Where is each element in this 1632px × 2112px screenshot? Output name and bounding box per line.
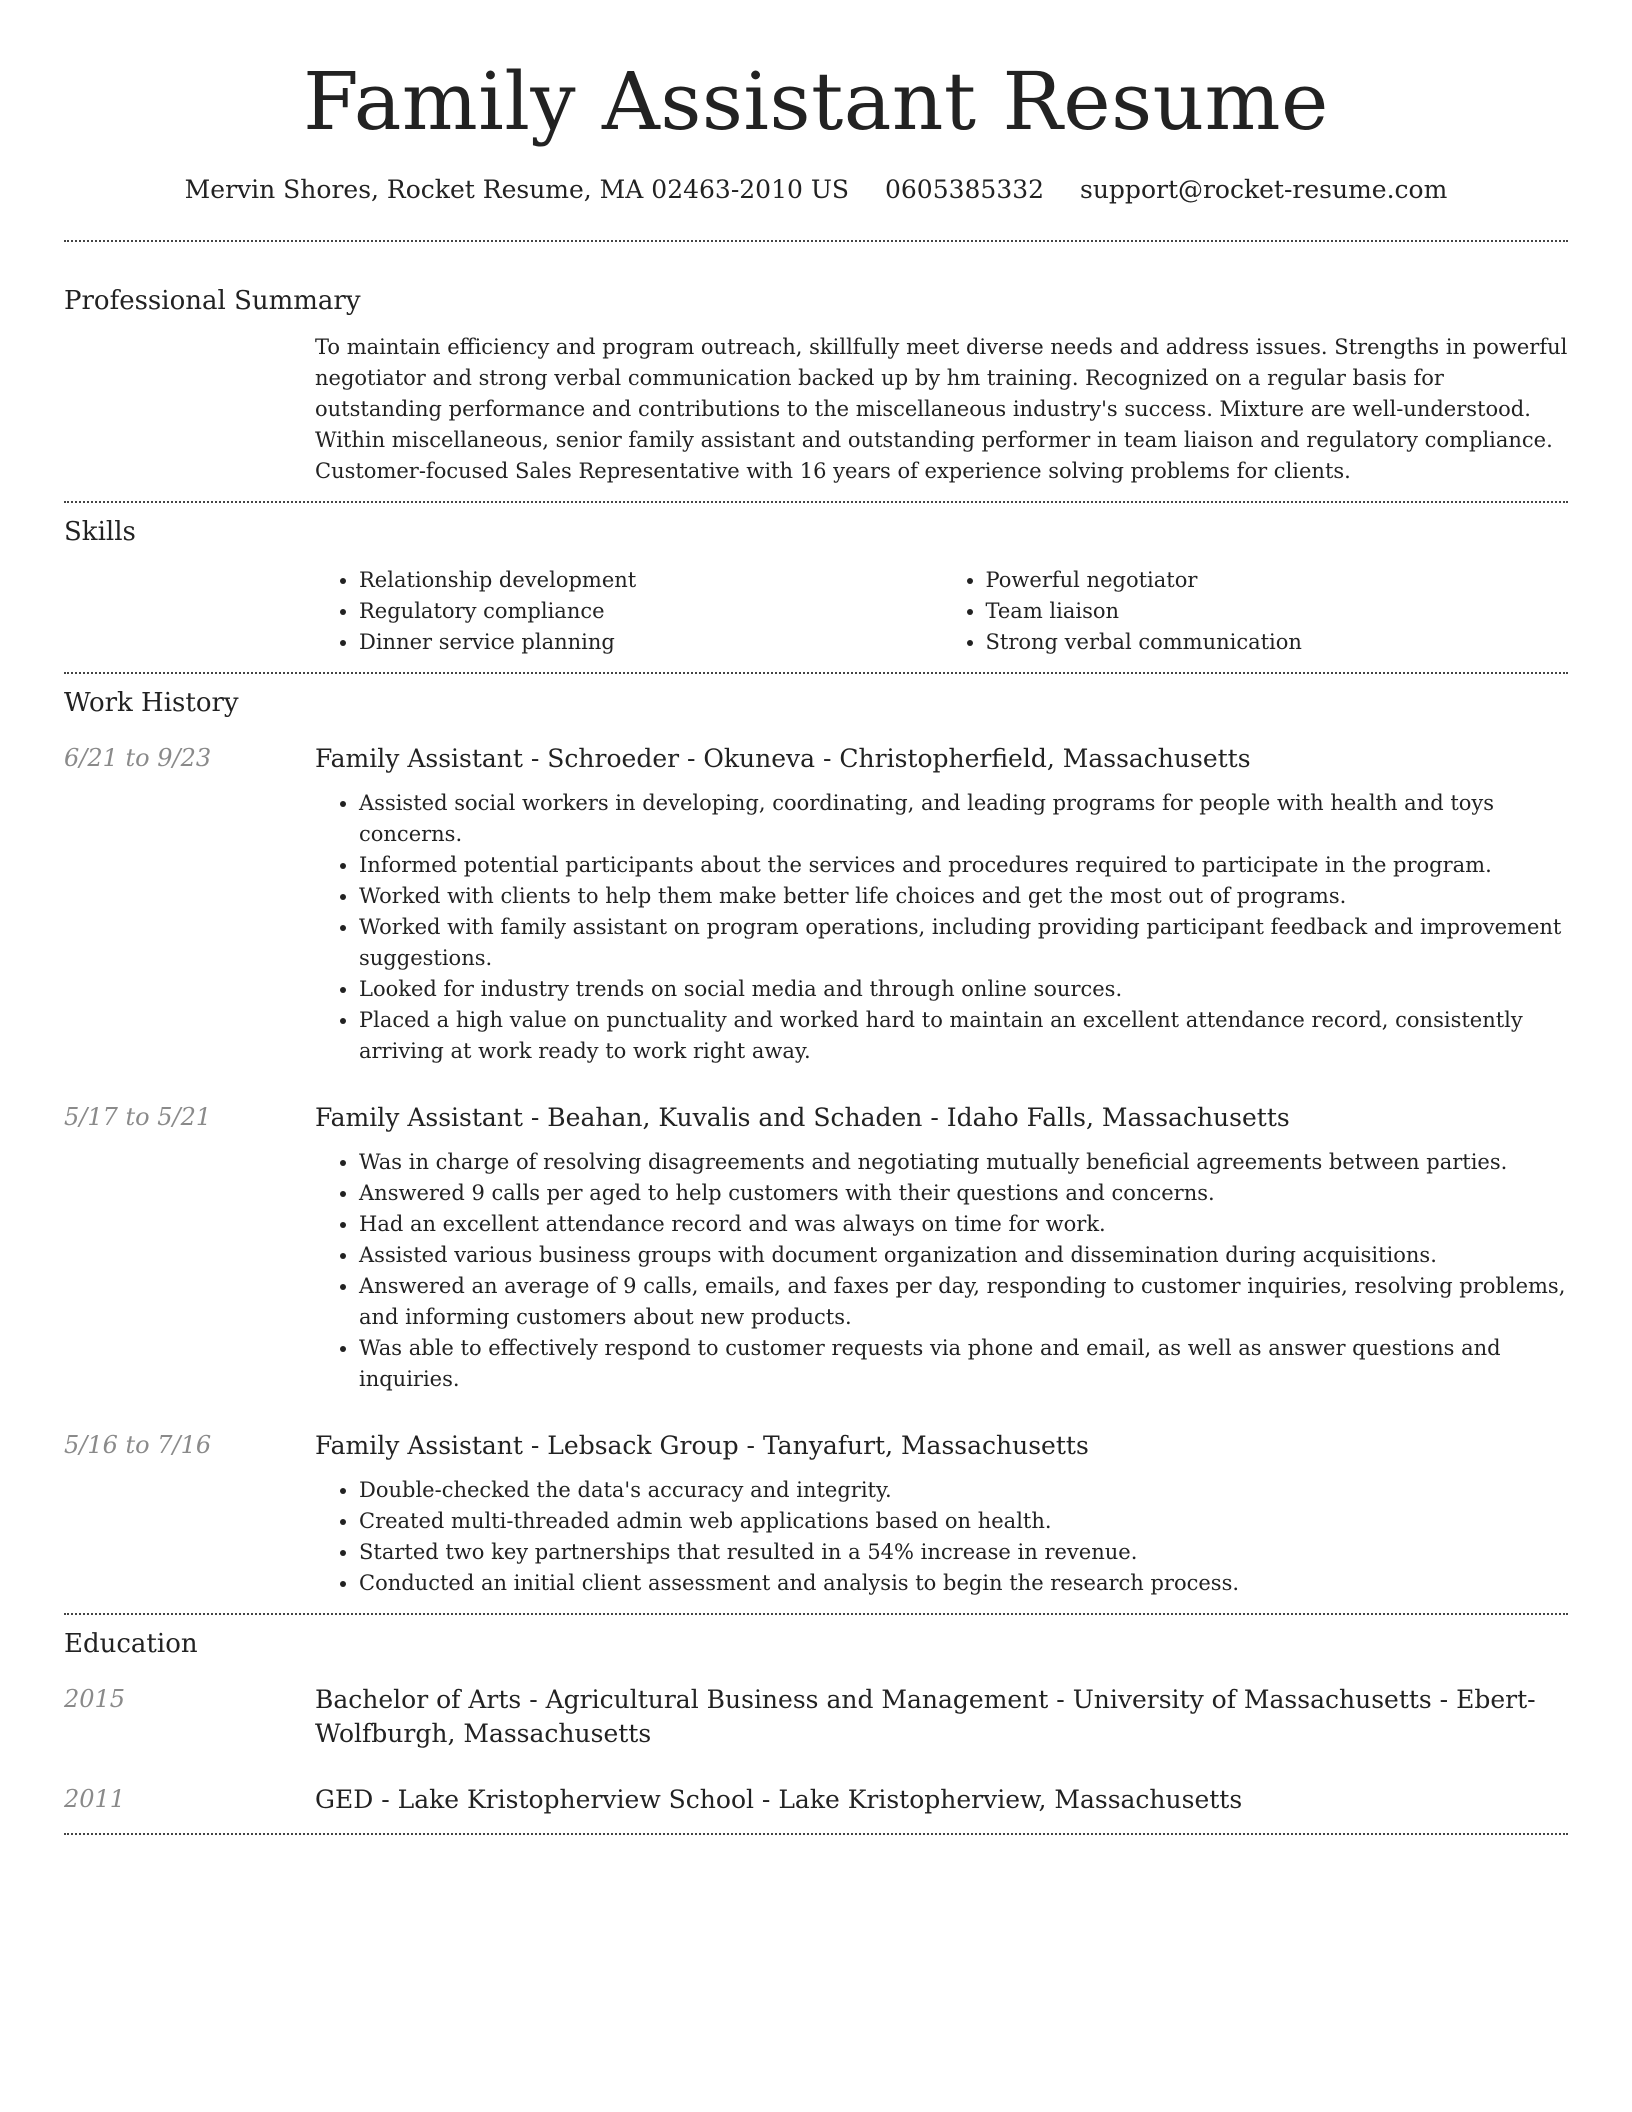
skill-item: • Powerful negotiator: [986, 565, 1569, 596]
job-entry: [64, 742, 1568, 1067]
skills-list-right: [942, 565, 1569, 658]
job-title: Family Assistant - Schroeder - Okuneva - Christopherfield, Massachusetts: [315, 744, 1251, 773]
education-year: 2015: [64, 1685, 126, 1713]
job-bullet: • Assisted various business groups with document organization and dissemination during acquisitions.: [359, 1240, 1568, 1271]
section-heading-work: Work History: [64, 688, 239, 718]
contact-phone: 0605385332: [884, 175, 1045, 204]
job-title: Family Assistant - Beahan, Kuvalis and Schaden - Idaho Falls, Massachusetts: [315, 1103, 1290, 1132]
education-year: 2011: [64, 1785, 126, 1813]
job-bullets: [315, 788, 1568, 1067]
job-dates: 5/17 to 5/21: [64, 1103, 212, 1131]
contact-email: support@rocket-resume.com: [1080, 175, 1448, 204]
job-bullet: • Looked for industry trends on social media and through online sources.: [359, 974, 1568, 1005]
skills-section: [64, 503, 1568, 658]
work-section: [64, 674, 1568, 1599]
job-bullet: • Worked with clients to help them make better life choices and get the most out of programs.: [359, 881, 1568, 912]
skill-item: • Dinner service planning: [359, 627, 942, 658]
contact-address: Mervin Shores, Rocket Resume, MA 02463-2010 US: [184, 175, 850, 204]
job-bullet: • Double-checked the data's accuracy and integrity.: [359, 1475, 1568, 1506]
skill-item: • Strong verbal communication: [986, 627, 1569, 658]
job-bullet: • Placed a high value on punctuality and worked hard to maintain an excellent attendance record, consistently arriving at work ready to work right away.: [359, 1005, 1568, 1067]
skills-list-left: [315, 565, 942, 658]
job-bullet: • Was in charge of resolving disagreements and negotiating mutually beneficial agreements between parties.: [359, 1147, 1568, 1178]
summary-text: To maintain efficiency and program outreach, skillfully meet diverse needs and address issues. Strengths in powerful negotiator and strong verbal communication backed up by hm training. Recognized on a regular basis for outstanding performance and contributions to the miscellaneous industry's success. Mixture are well-understood. Within miscellaneous, senior family assistant and outstanding performer in team liaison and regulatory compliance. Customer-focused Sales Representative with 16 years of experience solving problems for clients.: [315, 335, 1568, 483]
job-bullets: [315, 1475, 1568, 1599]
page-title: Family Assistant Resume: [303, 55, 1329, 148]
section-heading-education: Education: [64, 1629, 198, 1659]
education-text: GED - Lake Kristopherview School - Lake Kristopherview, Massachusetts: [315, 1785, 1243, 1814]
job-bullet: • Was able to effectively respond to customer requests via phone and email, as well as answer questions and inquiries.: [359, 1333, 1568, 1395]
job-dates: 6/21 to 9/23: [64, 744, 212, 772]
divider: [64, 1833, 1568, 1835]
job-bullet: • Informed potential participants about the services and procedures required to participate in the program.: [359, 850, 1568, 881]
education-entry: [64, 1783, 1568, 1817]
job-entry: [64, 1101, 1568, 1395]
job-bullet: • Answered an average of 9 calls, emails, and faxes per day, responding to customer inquiries, resolving problems, and informing customers about new products.: [359, 1271, 1568, 1333]
skill-item: • Regulatory compliance: [359, 596, 942, 627]
summary-section: [64, 242, 1568, 487]
job-bullets: [315, 1147, 1568, 1395]
job-bullet: • Answered 9 calls per aged to help customers with their questions and concerns.: [359, 1178, 1568, 1209]
section-heading-skills: Skills: [64, 517, 136, 547]
education-section: [64, 1615, 1568, 1817]
job-bullet: • Conducted an initial client assessment and analysis to begin the research process.: [359, 1568, 1568, 1599]
skill-item: • Team liaison: [986, 596, 1569, 627]
job-title: Family Assistant - Lebsack Group - Tanyafurt, Massachusetts: [315, 1431, 1089, 1460]
job-bullet: • Assisted social workers in developing, coordinating, and leading programs for people with health and toys concerns.: [359, 788, 1568, 850]
job-entry: [64, 1429, 1568, 1599]
education-entry: [64, 1683, 1568, 1751]
contact-line: [64, 172, 1568, 208]
job-bullet: • Had an excellent attendance record and was always on time for work.: [359, 1209, 1568, 1240]
job-bullet: • Worked with family assistant on program operations, including providing participant feedback and improvement suggestions.: [359, 912, 1568, 974]
job-bullet: • Created multi-threaded admin web applications based on health.: [359, 1506, 1568, 1537]
job-bullet: • Started two key partnerships that resulted in a 54% increase in revenue.: [359, 1537, 1568, 1568]
skill-item: • Relationship development: [359, 565, 942, 596]
job-dates: 5/16 to 7/16: [64, 1431, 212, 1459]
education-text: Bachelor of Arts - Agricultural Business and Management - University of Massachusetts - Ebert-Wolfburgh, Massachusetts: [315, 1685, 1536, 1748]
section-heading-summary: Professional Summary: [64, 286, 361, 316]
